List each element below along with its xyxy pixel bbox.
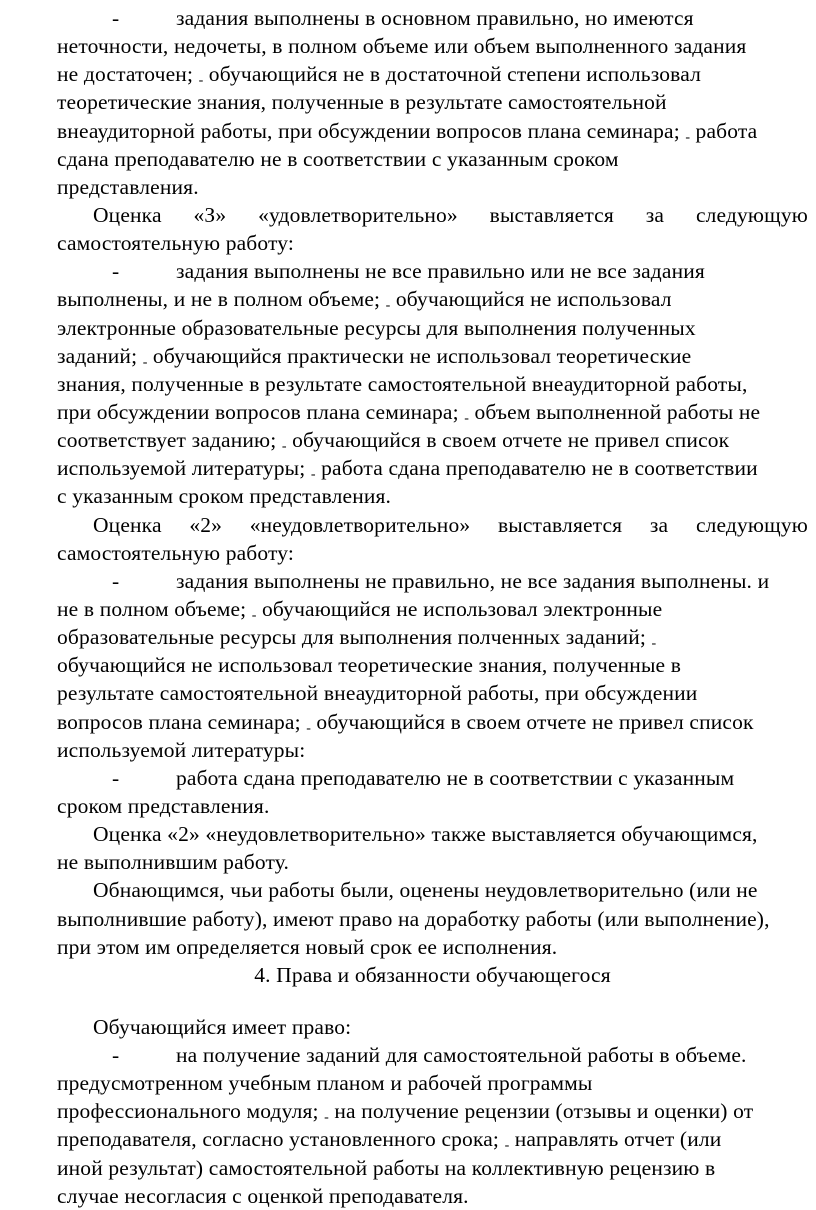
paragraph: [57, 1013, 808, 1041]
text-line: внеаудиторной работы, при обсуждении вопросов плана семинара; - работа: [57, 118, 758, 145]
text-line: при обсуждении вопросов плана семинара; - объем выполненной работы не: [57, 399, 761, 426]
list-paragraph: [57, 567, 808, 764]
list-dash-marker: -: [112, 765, 120, 790]
text-line: [57, 257, 808, 285]
text-line: не выполнившим работу.: [57, 850, 290, 875]
justified-word: следующую: [695, 202, 808, 227]
paragraph: [57, 820, 808, 876]
text-line: преподавателя, согласно установленного срока; - направлять отчет (или: [57, 1127, 722, 1154]
small-sub-dash-icon: -: [685, 129, 691, 145]
justified-word: за: [645, 202, 665, 227]
list-dash-marker: -: [112, 259, 120, 284]
justified-word: Оценка: [93, 512, 162, 537]
small-sub-dash-icon: -: [198, 73, 204, 89]
text-line: используемой литературы; - работа сдана преподавателю не в соответствии: [57, 456, 758, 483]
text-line: Оценка «2» «неудовлетворительно» также выставляется обучающимся,: [93, 822, 758, 847]
justified-word: следующую: [695, 512, 808, 537]
text-line: заданий; - обучающийся практически не использовал теоретические: [57, 343, 692, 370]
text-line: [57, 511, 808, 539]
text-line: теоретические знания, полученные в результате самостоятельной: [57, 90, 667, 115]
line-text: задания выполнены не все правильно или не все задания: [176, 259, 705, 284]
text-line: [57, 567, 808, 595]
text-line: профессионального модуля; - на получение рецензии (отзывы и оценки) от: [57, 1099, 754, 1126]
small-sub-dash-icon: -: [464, 410, 469, 426]
list-dash-marker: -: [112, 6, 120, 30]
justified-word: Оценка: [93, 202, 162, 227]
text-line: образовательные ресурсы для выполнения полченных заданий; -: [57, 625, 657, 652]
text-line: иной результат) самостоятельной работы на коллективную рецензию в: [57, 1155, 716, 1180]
text-line: Обучающийся имеет право:: [93, 1014, 352, 1039]
list-paragraph: [57, 764, 808, 820]
list-paragraph: [57, 4, 808, 201]
section-heading: [57, 961, 808, 989]
text-line: Обнающимся, чьи работы были, оценены неудовлетворительно (или не: [93, 878, 758, 903]
text-line: не достаточен; - обучающийся не в достаточной степени использовал: [57, 62, 701, 89]
small-sub-dash-icon: -: [281, 439, 287, 455]
small-sub-dash-icon: -: [251, 607, 257, 623]
text-line: сроком представления.: [57, 793, 270, 818]
list-dash-marker: -: [112, 1043, 120, 1068]
text-line: при этом им определяется новый срок ее исполнения.: [57, 934, 558, 959]
text-line: [57, 1041, 808, 1069]
text-line: представления.: [57, 174, 199, 199]
justified-word: «удовлетворительно»: [258, 202, 458, 227]
paragraph: [57, 201, 808, 257]
text-line: обучающийся не использовал теоретические знания, полученные в: [57, 653, 682, 678]
line-text: задания выполнены в основном правильно, но имеются: [176, 6, 694, 30]
text-line: электронные образовательные ресурсы для выполнения полученных: [57, 315, 696, 340]
text-line: [57, 4, 808, 32]
text-line: неточности, недочеты, в полном объеме или объем выполненного задания: [57, 34, 747, 59]
text-line: знания, полученные в результате самостоятельной внеаудиторной работы,: [57, 371, 748, 396]
justified-word: «2»: [189, 512, 223, 537]
text-line: [57, 201, 808, 229]
small-sub-dash-icon: -: [306, 720, 311, 736]
small-sub-dash-icon: -: [504, 1138, 510, 1154]
small-sub-dash-icon: -: [142, 354, 148, 370]
list-dash-marker: -: [112, 568, 120, 593]
justified-word: за: [649, 512, 669, 537]
justified-word: выставляется: [489, 202, 614, 227]
justified-word: «неудовлетворительно»: [249, 512, 471, 537]
heading-line: 4. Права и обязанности обучающегося: [254, 962, 611, 987]
text-line: с указанным сроком представления.: [57, 484, 392, 509]
line-text: работа сдана преподавателю не в соответствии с указанным: [176, 765, 735, 790]
text-line: сдана преподавателю не в соответствии с указанным сроком: [57, 146, 619, 171]
line-text: на получение заданий для самостоятельной работы в объеме.: [176, 1043, 747, 1068]
text-line: соответствует заданию; - обучающийся в своем отчете не привел список: [57, 428, 730, 455]
line-text: задания выполнены не правильно, не все задания выполнены. и: [176, 568, 770, 593]
text-line: случае несогласия с оценкой преподавателя.: [57, 1183, 469, 1208]
paragraph: [57, 511, 808, 567]
text-line: вопросов плана семинара; - обучающийся в своем отчете не привел список: [57, 709, 754, 736]
small-sub-dash-icon: -: [310, 467, 316, 483]
text-line: самостоятельную работу:: [57, 231, 294, 256]
text-line: выполнены, и не в полном объеме; - обучающийся не использовал: [57, 287, 672, 314]
justified-word: «З»: [193, 202, 227, 227]
text-line: не в полном объеме; - обучающийся не использовал электронные: [57, 596, 663, 623]
paragraph: [57, 876, 808, 960]
list-paragraph: [57, 1041, 808, 1210]
text-line: используемой литературы:: [57, 737, 306, 762]
text-line: предусмотренном учебным планом и рабочей программы: [57, 1071, 593, 1096]
text-line: самостоятельную работу:: [57, 540, 294, 565]
text-line: [57, 764, 808, 792]
justified-word: выставляется: [497, 512, 623, 537]
small-sub-dash-icon: -: [651, 636, 657, 652]
document-body: [57, 4, 808, 1210]
text-line: выполнившие работу), имеют право на доработку работы (или выполнение),: [57, 906, 770, 931]
list-paragraph: [57, 257, 808, 510]
small-sub-dash-icon: -: [324, 1110, 329, 1126]
small-sub-dash-icon: -: [385, 298, 391, 314]
text-line: результате самостоятельной внеаудиторной работы, при обсуждении: [57, 681, 698, 706]
